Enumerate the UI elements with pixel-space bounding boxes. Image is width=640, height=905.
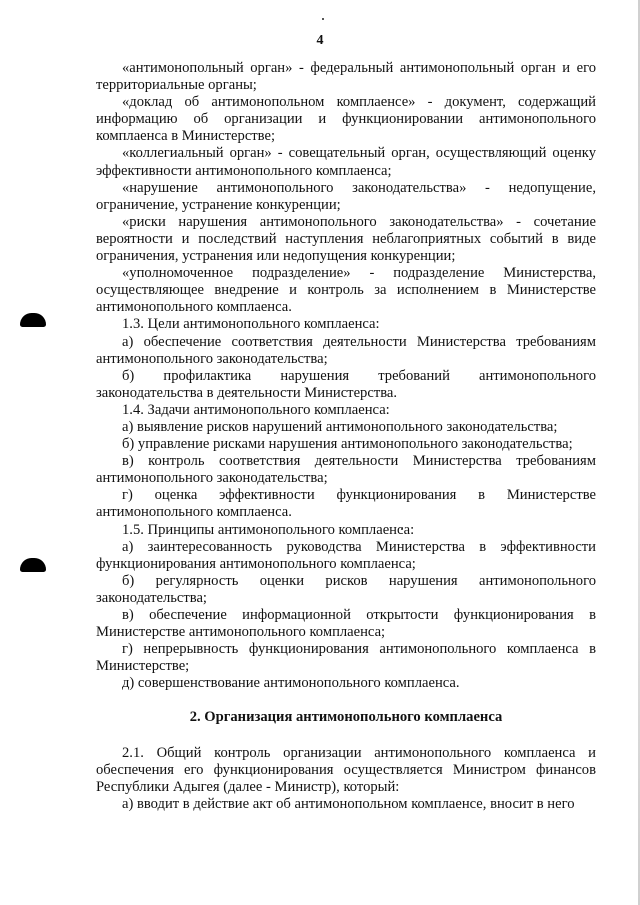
list-item: в) обеспечение информационной открытости функционирования в Министерстве антимонопольного комплаенса; bbox=[96, 607, 596, 641]
list-item: в) контроль соответствия деятельности Министерства требованиям антимонопольного законодательства; bbox=[96, 453, 596, 487]
paragraph: «риски нарушения антимонопольного законодательства» - сочетание вероятности и последствий наступления неблагоприятных событий в виде ограничения, устранения или недопущения конкуренции; bbox=[96, 213, 596, 265]
paragraph: «антимонопольный орган» - федеральный антимонопольный орган и его территориальные органы; bbox=[96, 60, 596, 94]
paragraph: «доклад об антимонопольном комплаенсе» - документ, содержащий информацию об организации и функционировании антимонопольного комплаенса в Министерстве; bbox=[96, 94, 596, 145]
list-item: д) совершенствование антимонопольного комплаенса. bbox=[122, 675, 460, 692]
list-item: б) профилактика нарушения требований антимонопольного законодательства в деятельности Министерства. bbox=[96, 367, 596, 401]
paragraph: «нарушение антимонопольного законодательства» - недопущение, ограничение, устранение конкуренции; bbox=[96, 179, 596, 213]
list-item: г) непрерывность функционирования антимонопольного комплаенса в Министерстве; bbox=[96, 641, 596, 675]
section-item: 1.5. Принципы антимонопольного комплаенса: bbox=[122, 521, 415, 538]
page-number: 4 bbox=[316, 33, 324, 48]
section-heading: 2. Организация антимонопольного комплаенса bbox=[189, 709, 503, 726]
list-item: а) заинтересованность руководства Министерства в эффективности функционирования антимонопольного комплаенса; bbox=[96, 538, 596, 572]
list-item: б) управление рисками нарушения антимонопольного законодательства; bbox=[122, 436, 573, 453]
paragraph: 2.1. Общий контроль организации антимонопольного комплаенса и обеспечения его функционирования осуществляется Министром финансов Республики Адыгея (далее - Министр), который: bbox=[96, 744, 596, 795]
section-item: 1.4. Задачи антимонопольного комплаенса: bbox=[122, 401, 390, 418]
document-body bbox=[96, 60, 596, 813]
list-item: а) вводит в действие акт об антимонопольном комплаенсе, вносит в него bbox=[122, 795, 575, 812]
paragraph: «уполномоченное подразделение» - подразделение Министерства, осуществляющее внедрение и контроль за исполнением в Министерстве антимонопольного комплаенса. bbox=[96, 265, 596, 316]
punch-hole-mark bbox=[20, 313, 46, 327]
scan-speck bbox=[322, 18, 324, 20]
list-item: б) регулярность оценки рисков нарушения антимонопольного законодательства; bbox=[96, 572, 596, 606]
list-item: а) обеспечение соответствия деятельности Министерства требованиям антимонопольного законодательства; bbox=[96, 333, 596, 367]
list-item: г) оценка эффективности функционирования в Министерстве антимонопольного комплаенса. bbox=[96, 487, 596, 521]
list-item: а) выявление рисков нарушений антимонопольного законодательства; bbox=[122, 418, 558, 435]
punch-hole-mark bbox=[20, 558, 46, 572]
section-item: 1.3. Цели антимонопольного комплаенса: bbox=[122, 316, 380, 333]
paragraph: «коллегиальный орган» - совещательный орган, осуществляющий оценку эффективности антимонопольного комплаенса; bbox=[96, 145, 596, 179]
